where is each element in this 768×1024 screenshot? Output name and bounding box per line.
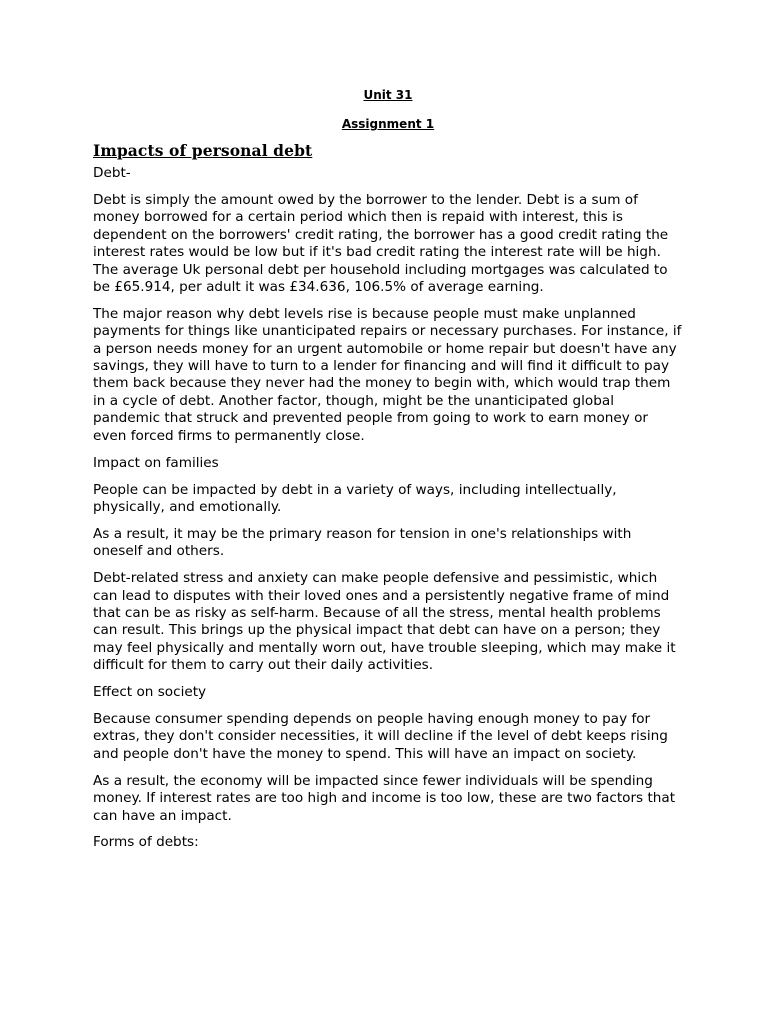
section-label-debt: Debt-: [93, 165, 131, 181]
paragraph-debt-reasons: The major reason why debt levels rise is because people must make unplanned payments for things like unanticipated repairs or necessary purchases. For instance, if a person needs money for an urgent automobile or home repair but doesn't have any savings, they will have to turn to a lender for financing and will find it difficult to pay them back because they never had the money to begin with, which would trap them in a cycle of debt. Another factor, though, might be the unanticipated global pandemic that struck and prevented people from going to work to earn money or even forced firms to permanently close.: [93, 305, 682, 444]
unit-title: Unit 31: [363, 88, 413, 102]
paragraph-consumer-spending: Because consumer spending depends on people having enough money to pay for extras, they don't consider necessities, it will decline if the level of debt keeps rising and people don't have the money to spend. This will have an impact on society.: [93, 710, 668, 762]
section-label-impact-on-families: Impact on families: [93, 454, 219, 471]
assignment-title: Assignment 1: [341, 117, 435, 131]
paragraph-stress: Debt-related stress and anxiety can make people defensive and pessimistic, which can lead to disputes with their loved ones and a persistently negative frame of mind that can be as risky as self-harm. Because of all the stress, mental health problems can result. This brings up the physical impact that debt can have on a person; they may feel physically and mentally worn out, have trouble sleeping, which may make it difficult for them to carry out their daily activities.: [93, 570, 676, 674]
paragraph-impact-ways: People can be impacted by debt in a variety of ways, including intellectually, physically, and emotionally.: [93, 481, 617, 515]
paragraph-tension: As a result, it may be the primary reason for tension in one's relationships with oneself and others.: [93, 525, 632, 560]
document-heading: Impacts of personal debt: [93, 141, 313, 160]
section-label-forms-of-debts: Forms of debts:: [93, 834, 199, 851]
paragraph-economy: As a result, the economy will be impacted since fewer individuals will be spending money. If interest rates are too high and income is too low, these are two factors that can have an impact.: [93, 772, 676, 824]
section-label-effect-on-society: Effect on society: [93, 684, 207, 701]
paragraph-debt-definition: Debt is simply the amount owed by the borrower to the lender. Debt is a sum of money borrowed for a certain period which then is repaid with interest, this is dependent on the borrowers' credit rating, the borrower has a good credit rating the interest rates would be low but if it's bad credit rating the interest rate will be high. The average Uk personal debt per household including mortgages was calculated to be £65.914, per adult it was £34.636, 106.5% of average earning.: [93, 191, 669, 295]
document-page: [93, 87, 683, 861]
